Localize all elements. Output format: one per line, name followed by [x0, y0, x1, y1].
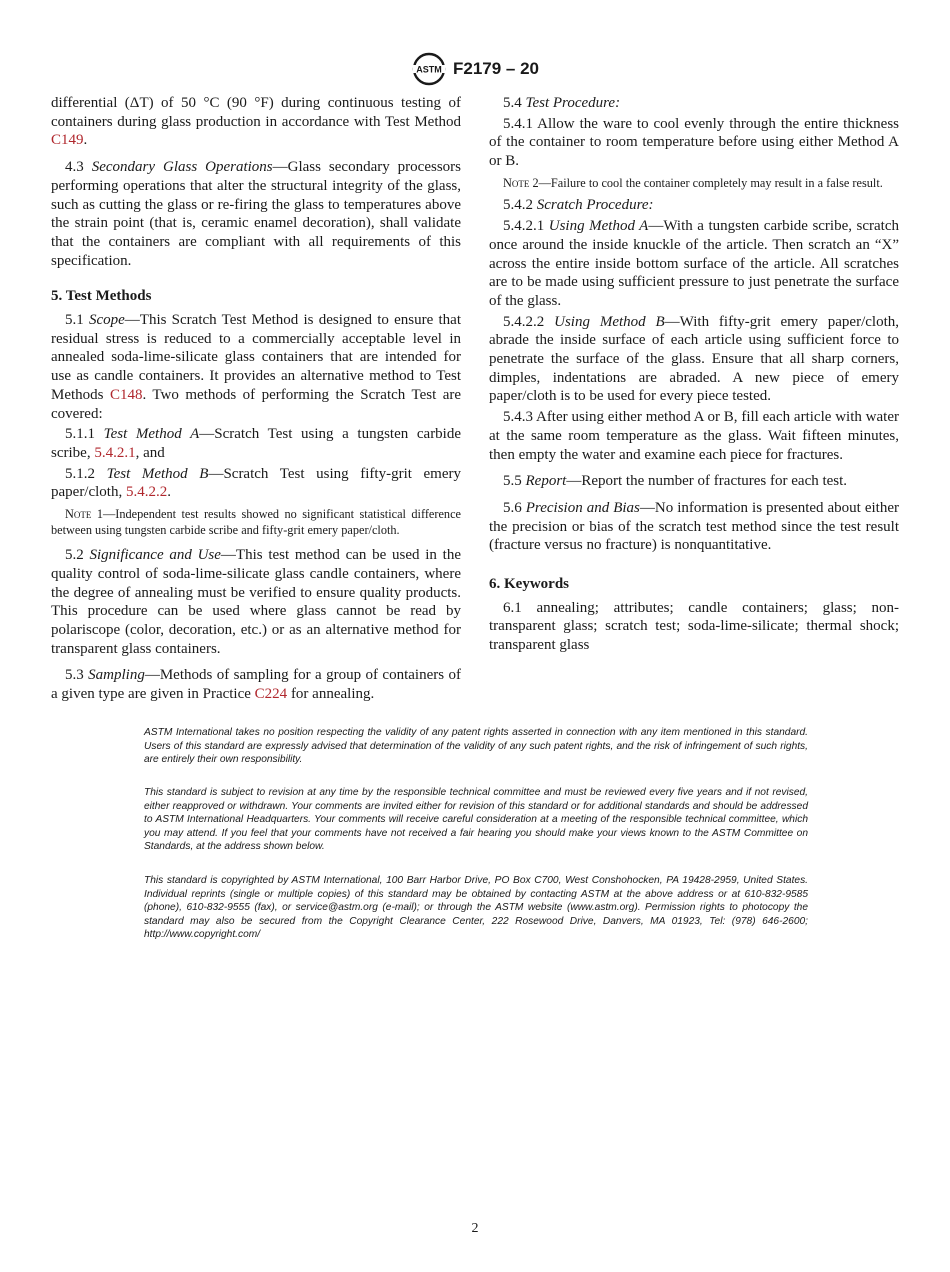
ref-link-5-4-2-2[interactable]: 5.4.2.2	[125, 484, 168, 501]
page-header	[0, 52, 950, 86]
paragraph-5-3: 5.3 Sampling—Methods of sampling for a group of containers of a given type are given in Practice C224 for annealing.	[51, 667, 461, 703]
paragraph-5-1: 5.1 Scope—This Scratch Test Method is designed to ensure that residual stress is reduced to a commercially acceptable level in annealed soda-lime-silicate glass containers that are intended for use as candle containers. It provides an alternative method to Test Methods C148. Two methods of performing the Scratch Test are covered:	[51, 312, 462, 422]
paragraph-5-2: 5.2 Significance and Use—This test method can be used in the quality control of soda-lime-silicate glass candle containers, where the degree of annealing must be verified to ensure quality products. This procedure can be used where glass cannot be read by polariscope (color, decoration, etc.) or as an alternative method for transparent glass containers.	[51, 547, 461, 657]
ref-link-c224[interactable]: C224	[254, 686, 288, 703]
page-number: 2	[471, 1221, 479, 1236]
logo-text: ASTM	[416, 64, 442, 75]
revision-notice: This standard is subject to revision at any time by the responsible technical committee and must be reviewed every five years and if not revised, either reapproved or withdrawn. Your comments are invited either for revision of this standard or for additional standards and should be addressed to ASTM International Headquarters. Your comments will receive careful consideration at a meeting of the responsible technical committee, which you may attend. If you feel that your comments have not received a fair hearing you should make your views known to the ASTM Committee on Standards, at the address shown below.	[144, 787, 808, 853]
paragraph-6-1: 6.1 annealing; attributes; candle containers; glass; non-transparent glass; scratch test; soda-lime-silicate; thermal shock; transparent glass	[489, 599, 900, 654]
paragraph-4-3: 4.3 Secondary Glass Operations—Glass secondary processors performing operations that alter the structural integrity of the glass, such as cutting the glass or re-firing the glass to temperatures above the strain point (that is, ceramic enamel decoration), shall validate that the containers are compliant with all requirements of this specification.	[51, 159, 461, 269]
paragraph-5-4-1: 5.4.1 Allow the ware to cool evenly through the entire thickness of the container to room temperature before using either Method A or B.	[489, 115, 899, 170]
paragraph-4-2-continuation: differential (ΔT) of 50 °C (90 °F) during continuous testing of containers during glass production in accordance with Test Method C149.	[51, 95, 461, 149]
section-5-heading: 5. Test Methods	[51, 288, 152, 305]
ref-link-c149[interactable]: C149	[51, 132, 84, 149]
note-2: Note 2—Failure to cool the container completely may result in a false result.	[503, 175, 883, 190]
astm-logo-icon	[411, 52, 447, 86]
copyright-notice: This standard is copyrighted by ASTM International, 100 Barr Harbor Drive, PO Box C700, West Conshohocken, PA 19428-2959, United States. Individual reprints (single or multiple copies) of this standard may be obtained by contacting ASTM at the above address or at 610-832-9585 (phone), 610-832-9555 (fax), or service@astm.org (e-mail); or through the ASTM website (www.astm.org). Permission rights to photocopy the standard may also be secured from the Copyright Clearance Center, 222 Rosewood Drive, Danvers, MA 01923, Tel: (978) 646-2600; http://www.copyright.com/	[144, 875, 808, 941]
paragraph-5-1-2: 5.1.2 Test Method B—Scratch Test using fifty-grit emery paper/cloth, 5.4.2.2.	[51, 465, 461, 501]
paragraph-5-6: 5.6 Precision and Bias—No information is presented about either the precision or bias of the scratch test method since the test result (fracture versus no fracture) is nonquantitative.	[489, 499, 899, 554]
paragraph-5-4: 5.4 Test Procedure:	[503, 95, 621, 111]
right-column	[489, 94, 899, 655]
note-1: Note 1—Independent test results showed no significant statistical difference between using tungsten carbide scribe and fifty-grit emery paper/cloth.	[51, 507, 461, 537]
patent-notice: ASTM International takes no position respecting the validity of any patent rights asserted in connection with any item mentioned in this standard. Users of this standard are expressly advised that determination of the validity of any such patent rights, and the risk of infringement of such rights, are entirely their own responsibility.	[144, 727, 808, 766]
paragraph-5-4-2-2: 5.4.2.2 Using Method B—With fifty-grit emery paper/cloth, abrade the inside surface of each article using sufficient force to penetrate the surface of the glass. Ensure that all sharp corners, dimples, indentations are abraded. A new piece of emery paper/cloth is to be used for every piece tested.	[489, 313, 899, 405]
paragraph-5-4-3: 5.4.3 After using either method A or B, fill each article with water at the same room temperature as the glass. Wait fifteen minutes, then empty the water and examine each piece for fractures.	[489, 409, 899, 463]
paragraph-5-4-2-1: 5.4.2.1 Using Method A—With a tungsten carbide scribe, scratch once around the inside knuckle of the article. Then scratch an “X” across the entire inside bottom surface of the article. All scratches are to be made using sufficient pressure to just penetrate the surface of the glass.	[489, 218, 899, 309]
left-column	[51, 94, 461, 704]
section-6-heading: 6. Keywords	[489, 576, 569, 593]
paragraph-5-1-1: 5.1.1 Test Method A—Scratch Test using a tungsten carbide scribe, 5.4.2.1, and	[51, 426, 462, 461]
ref-link-c148[interactable]: C148	[109, 386, 143, 403]
standard-designation: F2179 – 20	[452, 59, 539, 78]
paragraph-5-5: 5.5 Report—Report the number of fractures for each test.	[503, 473, 848, 490]
ref-link-5-4-2-1[interactable]: 5.4.2.1	[94, 444, 136, 461]
paragraph-5-4-2: 5.4.2 Scratch Procedure:	[503, 197, 654, 214]
